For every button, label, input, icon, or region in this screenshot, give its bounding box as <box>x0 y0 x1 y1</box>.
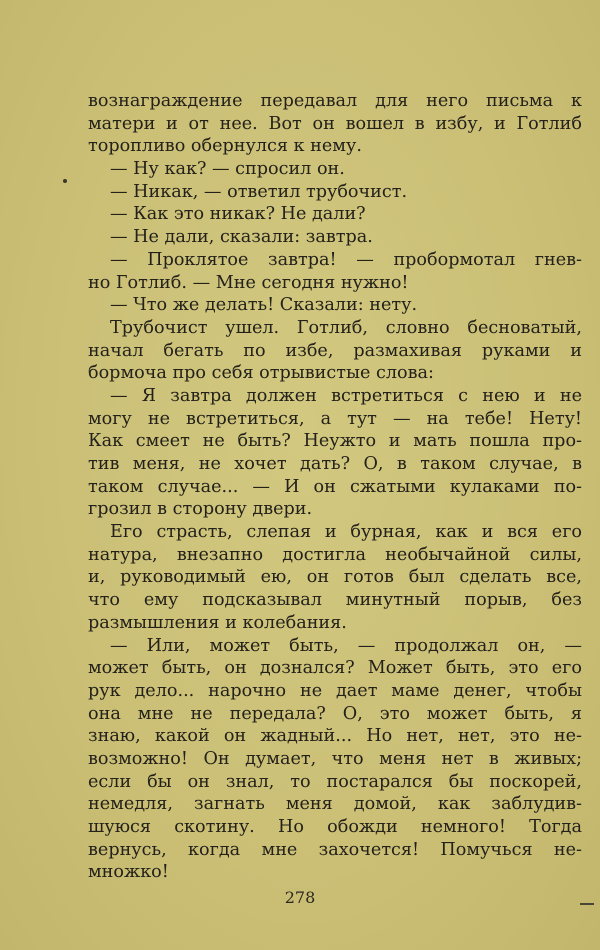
text-line: немедля, загнать меня домой, как заблудив- <box>88 794 582 815</box>
text-line: вернусь, когда мне захочется! Помучься не- <box>88 839 582 860</box>
body-text <box>88 90 582 884</box>
text-line: — Никак, — ответил трубочист. <box>110 181 408 202</box>
text-line: — Я завтра должен встретиться с нею и не <box>110 385 582 406</box>
text-line: рук дело... нарочно не дает маме денег, чтобы <box>88 680 582 701</box>
text-line: натура, внезапно достигла необычайной силы, <box>88 544 582 565</box>
text-line: матери и от нее. Вот он вошел в избу, и Готлиб <box>88 113 582 134</box>
text-line: размышления и колебания. <box>88 612 347 633</box>
text-line: Трубочист ушел. Готлиб, словно бесноватый, <box>110 317 582 338</box>
text-line: множко! <box>88 862 169 883</box>
text-line: тив меня, не хочет дать? О, в таком случае, в <box>88 454 582 474</box>
margin-speck <box>63 179 67 183</box>
text-line: возможно! Он думает, что меня нет в живых; <box>88 748 582 769</box>
text-line: Как смеет не быть? Неужто и мать пошла про- <box>88 431 582 452</box>
text-line: торопливо обернулся к нему. <box>88 136 362 157</box>
text-line: знаю, какой он жадный... Но нет, нет, это не- <box>88 726 582 747</box>
text-line: что ему подсказывал минутный порыв, без <box>88 590 582 611</box>
text-line: Его страсть, слепая и бурная, как и вся его <box>110 522 582 543</box>
page-number: 278 <box>284 888 316 907</box>
text-line: — Проклятое завтра! — пробормотал гнев- <box>110 249 582 270</box>
text-line: вознаграждение передавал для него письма к <box>88 91 582 111</box>
text-line: — Не дали, сказали: завтра. <box>110 227 373 248</box>
text-line: — Или, может быть, — продолжал он, — <box>110 635 582 656</box>
text-line: шуюся скотину. Но обожди немного! Тогда <box>88 817 582 837</box>
text-line: она мне не передала? О, это может быть, я <box>88 703 582 724</box>
text-line: и, руководимый ею, он готов был сделать все, <box>88 567 582 588</box>
text-line: начал бегать по избе, размахивая руками и <box>88 340 582 361</box>
text-line: если бы он знал, то постарался бы поскорей, <box>88 771 582 792</box>
text-line: — Ну как? — спросил он. <box>110 159 345 180</box>
text-line: грозил в сторону двери. <box>88 499 313 520</box>
text-line: могу не встретиться, а тут — на тебе! Нету! <box>88 408 582 429</box>
text-line: — Как это никак? Не дали? <box>110 204 366 225</box>
text-line: таком случае... — И он сжатыми кулаками по- <box>88 476 582 497</box>
text-line: но Готлиб. — Мне сегодня нужно! <box>88 272 409 293</box>
edge-mark <box>580 903 594 905</box>
text-line: бормоча про себя отрывистые слова: <box>88 363 434 384</box>
text-line: может быть, он дознался? Может быть, это его <box>88 658 582 679</box>
text-line: — Что же делать! Сказали: нету. <box>110 295 418 316</box>
